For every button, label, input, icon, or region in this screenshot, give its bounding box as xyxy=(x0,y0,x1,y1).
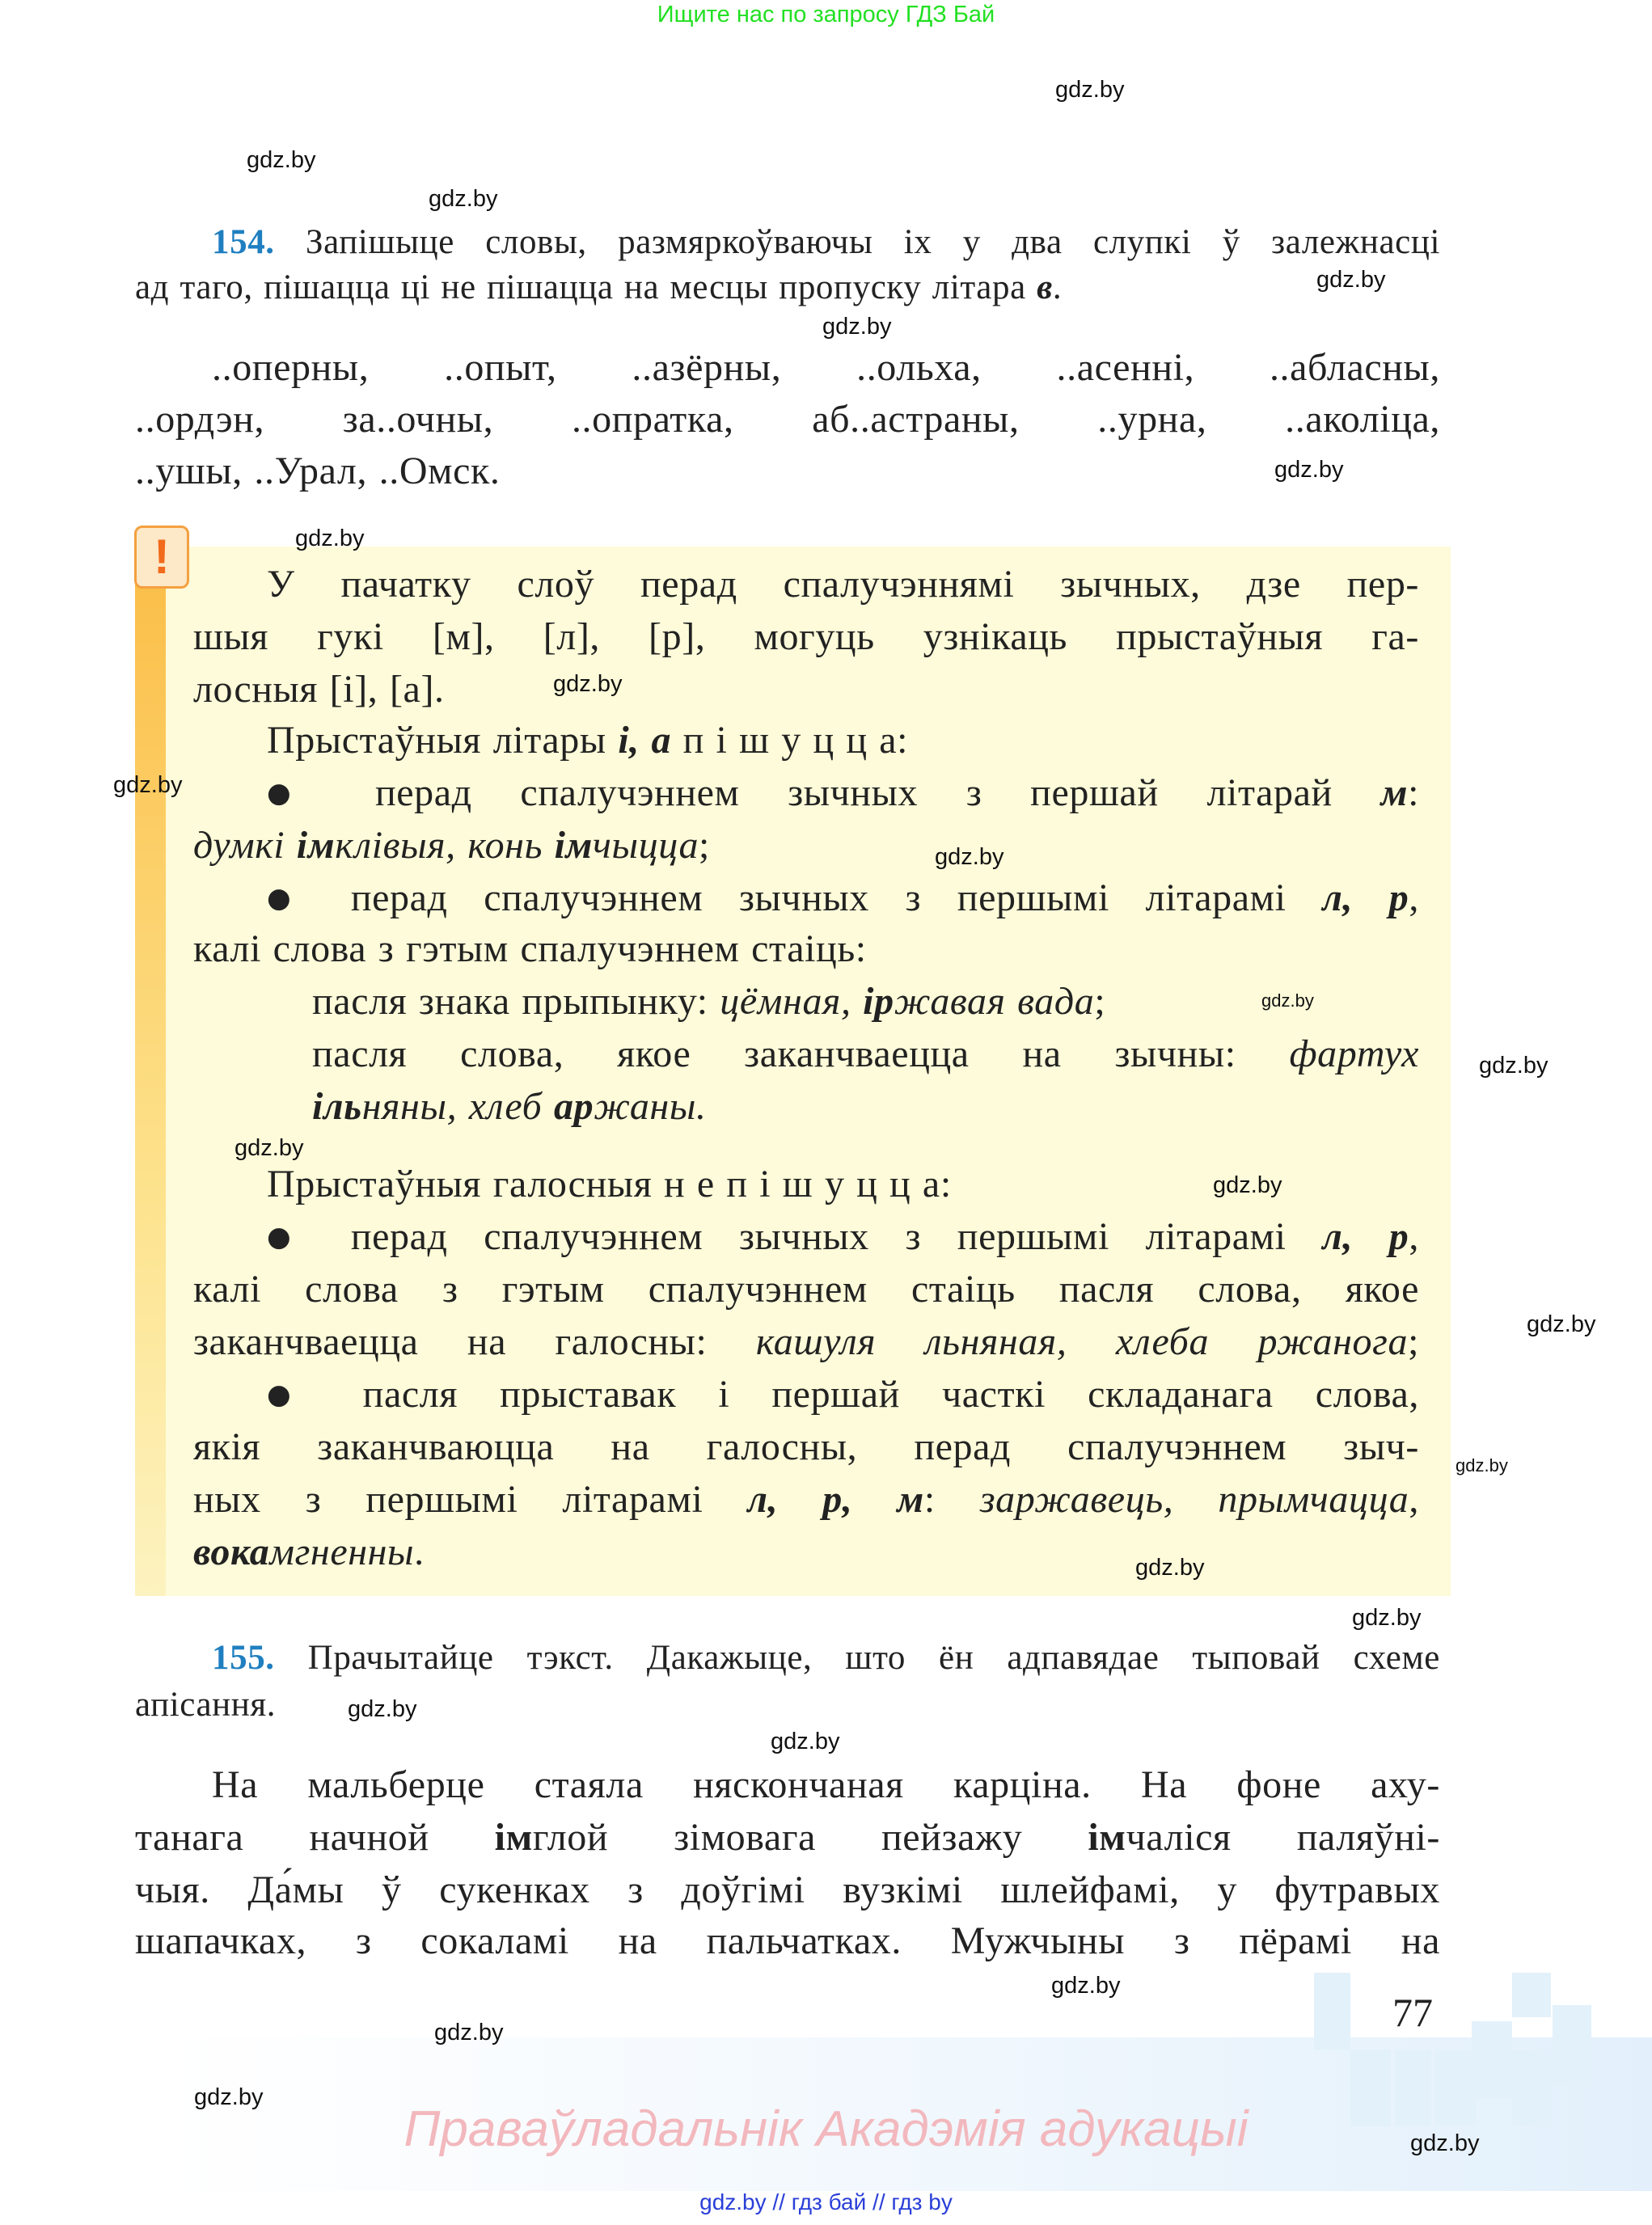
rule-box-line xyxy=(267,873,1419,923)
text-segment: пасля знака прыпынку: xyxy=(312,980,720,1023)
rule-box-line xyxy=(267,716,908,766)
exercise-155-line xyxy=(212,1760,1440,1810)
rule-box-line xyxy=(267,559,1419,610)
text-segment: цёмная, xyxy=(720,980,864,1023)
watermark: gdz.by xyxy=(1456,1455,1508,1476)
exercise-154-line xyxy=(135,446,501,496)
watermark: gdz.by xyxy=(247,147,316,173)
exercise-154-line xyxy=(135,395,1440,445)
text-segment: Прыстаўныя галосныя н е п і ш у ц ц а: xyxy=(267,1163,952,1205)
exercise-154-line xyxy=(135,266,1062,310)
rule-box-line xyxy=(267,768,1419,818)
text-segment: шыя гукі [м], [л], [р], могуць узнікаць прыстаўныя га- xyxy=(193,615,1419,658)
text-segment: пасля прыставак і першай часткі складанага слова, xyxy=(362,1373,1419,1416)
decor-square xyxy=(1314,1973,1350,2050)
text-segment: л, р xyxy=(1322,1215,1409,1258)
text-segment: . xyxy=(414,1530,425,1573)
text-segment: клівыя, конь xyxy=(335,824,555,867)
text-segment: чаліся паляўні- xyxy=(1126,1816,1440,1859)
rule-box-line xyxy=(267,1370,1419,1420)
decor-square xyxy=(1512,1973,1551,2017)
text-segment: іль xyxy=(312,1085,362,1128)
watermark: gdz.by xyxy=(1135,1555,1205,1581)
rule-box-line xyxy=(193,1527,425,1577)
text-segment: л, р xyxy=(1322,876,1409,919)
text-segment: , xyxy=(1409,1478,1419,1521)
text-segment: калі слова з гэтым спалучэннем стаіць: xyxy=(193,927,867,970)
text-segment: Прачытайце тэкст. Дакажыце, што ён адпавядае тыповай схеме xyxy=(307,1639,1440,1677)
watermark: gdz.by xyxy=(1261,990,1314,1011)
text-segment: жавая вада xyxy=(894,980,1095,1023)
rule-box-stripe xyxy=(135,566,166,1596)
exercise-155-line xyxy=(135,1916,1440,1966)
bullet-icon: ● xyxy=(267,1221,351,1253)
text-segment: ім xyxy=(1088,1816,1126,1859)
bullet-icon: ● xyxy=(267,882,351,914)
text-segment: ім xyxy=(296,824,336,867)
watermark: gdz.by xyxy=(1527,1311,1596,1337)
rule-box-line xyxy=(193,924,867,974)
watermark: gdz.by xyxy=(1051,1973,1121,1999)
watermark: gdz.by xyxy=(771,1729,840,1754)
text-segment: ..ордэн, за..очны, ..опратка, аб..астраны, ..урна, ..аколіца, xyxy=(135,398,1440,441)
text-segment: . xyxy=(1052,268,1063,306)
watermark: gdz.by xyxy=(1274,457,1344,483)
watermark: gdz.by xyxy=(295,526,365,551)
watermark: gdz.by xyxy=(434,2020,504,2046)
text-segment: думкі xyxy=(193,824,297,867)
bullet-icon: ● xyxy=(267,1378,363,1411)
text-segment: , xyxy=(1409,876,1419,919)
text-segment: і, а xyxy=(618,719,672,762)
exercise-number: 155. xyxy=(212,1639,308,1677)
watermark: gdz.by xyxy=(113,772,183,798)
watermark: gdz.by xyxy=(1213,1172,1282,1198)
text-segment: вока xyxy=(193,1530,270,1573)
exercise-155-line xyxy=(135,1683,276,1727)
rule-box-line xyxy=(193,1264,1419,1315)
text-segment: кашуля льняная, хлеба ржанога xyxy=(755,1320,1409,1363)
text-segment: пасля слова, якое заканчваецца на зычны: xyxy=(312,1032,1290,1075)
text-segment: Прыстаўныя літары xyxy=(267,719,619,762)
text-segment: заканчваецца на галосны: xyxy=(193,1320,756,1363)
exclamation-icon: ! xyxy=(134,526,189,589)
watermark: gdz.by xyxy=(553,671,623,697)
text-segment: мгненны xyxy=(269,1530,415,1573)
exercise-154-line xyxy=(212,343,1440,393)
text-segment: ных з першымі літарамі xyxy=(193,1478,748,1521)
text-segment: ; xyxy=(1094,980,1106,1023)
watermark: gdz.by xyxy=(194,2084,264,2110)
text-segment: м xyxy=(1380,771,1409,814)
text-segment: перад спалучэннем зычных з першай літарай xyxy=(374,771,1381,814)
text-segment: жаны. xyxy=(594,1085,707,1128)
watermark: gdz.by xyxy=(822,314,892,340)
text-segment: лосныя [і], [а]. xyxy=(193,668,445,711)
rule-box-line xyxy=(312,1082,707,1132)
text-segment: , xyxy=(1409,1215,1419,1258)
rule-box-line xyxy=(312,977,1105,1027)
text-segment: чыцца xyxy=(593,824,699,867)
text-segment: ..оперны, ..опыт, ..азёрны, ..ольха, ..асенні, ..абласны, xyxy=(212,346,1440,389)
watermark: gdz.by xyxy=(1316,267,1386,293)
text-segment: якія заканчваюцца на галосны, перад спалучэннем зыч- xyxy=(193,1425,1419,1468)
text-segment: ад таго, пішацца ці не пішацца на месцы пропуску літара xyxy=(135,268,1037,306)
text-segment: танага начной xyxy=(135,1816,495,1859)
text-segment: заржавець, прымчацца xyxy=(979,1478,1409,1521)
text-segment: в xyxy=(1037,268,1053,306)
text-segment: перад спалучэннем зычных з першымі літарамі xyxy=(350,876,1323,919)
text-segment: ар xyxy=(554,1085,594,1128)
text-segment: : xyxy=(923,1478,980,1521)
promo-banner: Ищите нас по запросу ГДЗ Бай xyxy=(657,2,995,27)
rule-box-line xyxy=(267,1212,1419,1262)
exercise-number: 154. xyxy=(212,223,306,261)
watermark: gdz.by xyxy=(1479,1053,1548,1079)
text-segment: : xyxy=(1408,771,1419,814)
bullet-icon: ● xyxy=(267,777,375,809)
rule-box-line xyxy=(312,1029,1419,1079)
exercise-154-line xyxy=(212,221,1440,264)
text-segment: апісання. xyxy=(135,1686,277,1724)
rule-box-line xyxy=(193,1422,1419,1472)
text-segment: калі слова з гэтым спалучэннем стаіць пасля слова, якое xyxy=(193,1268,1419,1311)
text-segment: ім xyxy=(554,824,594,867)
watermark: gdz.by xyxy=(1352,1605,1422,1631)
text-segment: ; xyxy=(699,824,710,867)
text-segment: ; xyxy=(1408,1320,1419,1363)
text-segment: На мальберце стаяла няскончаная карціна. На фоне аху- xyxy=(212,1763,1440,1806)
rule-box-line xyxy=(193,665,445,715)
copyright-owner: Праваўладальнік Акадэмія адукацыі xyxy=(403,2101,1249,2157)
watermark: gdz.by xyxy=(429,186,498,212)
text-segment: ..ушы, ..Урал, ..Омск. xyxy=(135,450,501,492)
rule-box-line xyxy=(267,1159,952,1210)
exercise-155-line xyxy=(135,1813,1440,1863)
text-segment: шапачках, з сокаламі на пальчатках. Мужчыны з пёрамі на xyxy=(135,1919,1440,1962)
text-segment: У пачатку слоў перад спалучэннямі зычных, дзе пер- xyxy=(267,563,1419,606)
watermark: gdz.by xyxy=(234,1135,304,1161)
text-segment: фартух xyxy=(1289,1032,1419,1075)
text-segment: глой зімовага пейзажу xyxy=(532,1816,1088,1859)
watermark: gdz.by xyxy=(1410,2130,1480,2156)
rule-box-line xyxy=(193,1317,1419,1367)
text-segment: перад спалучэннем зычных з першымі літарамі xyxy=(350,1215,1323,1258)
watermark: gdz.by xyxy=(348,1696,417,1722)
rule-box-line xyxy=(193,612,1419,662)
watermark: gdz.by xyxy=(1055,77,1125,103)
text-segment: Запішыце словы, размяркоўваючы іх у два слупкі ў залежнасці xyxy=(305,223,1441,261)
text-segment: чыя. Да́мы ў сукенках з доўгімі вузкімі шлейфамі, у футравых xyxy=(135,1868,1440,1911)
rule-box-line xyxy=(193,821,710,871)
footer-links[interactable]: gdz.by // гдз бай // гдз by xyxy=(699,2189,953,2214)
decor-square xyxy=(1472,2021,1512,2098)
text-segment: няны, хлеб xyxy=(361,1085,555,1128)
text-segment: п і ш у ц ц а: xyxy=(671,719,909,762)
decor-square xyxy=(1553,2005,1591,2086)
watermark: gdz.by xyxy=(935,844,1004,870)
text-segment: ім xyxy=(494,1816,533,1859)
exercise-155-line xyxy=(212,1636,1440,1680)
text-segment: ір xyxy=(863,980,894,1023)
page-number: 77 xyxy=(1392,1990,1433,2035)
rule-box-line xyxy=(193,1475,1419,1525)
exercise-155-line xyxy=(135,1865,1440,1915)
text-segment: л, р, м xyxy=(747,1478,924,1521)
